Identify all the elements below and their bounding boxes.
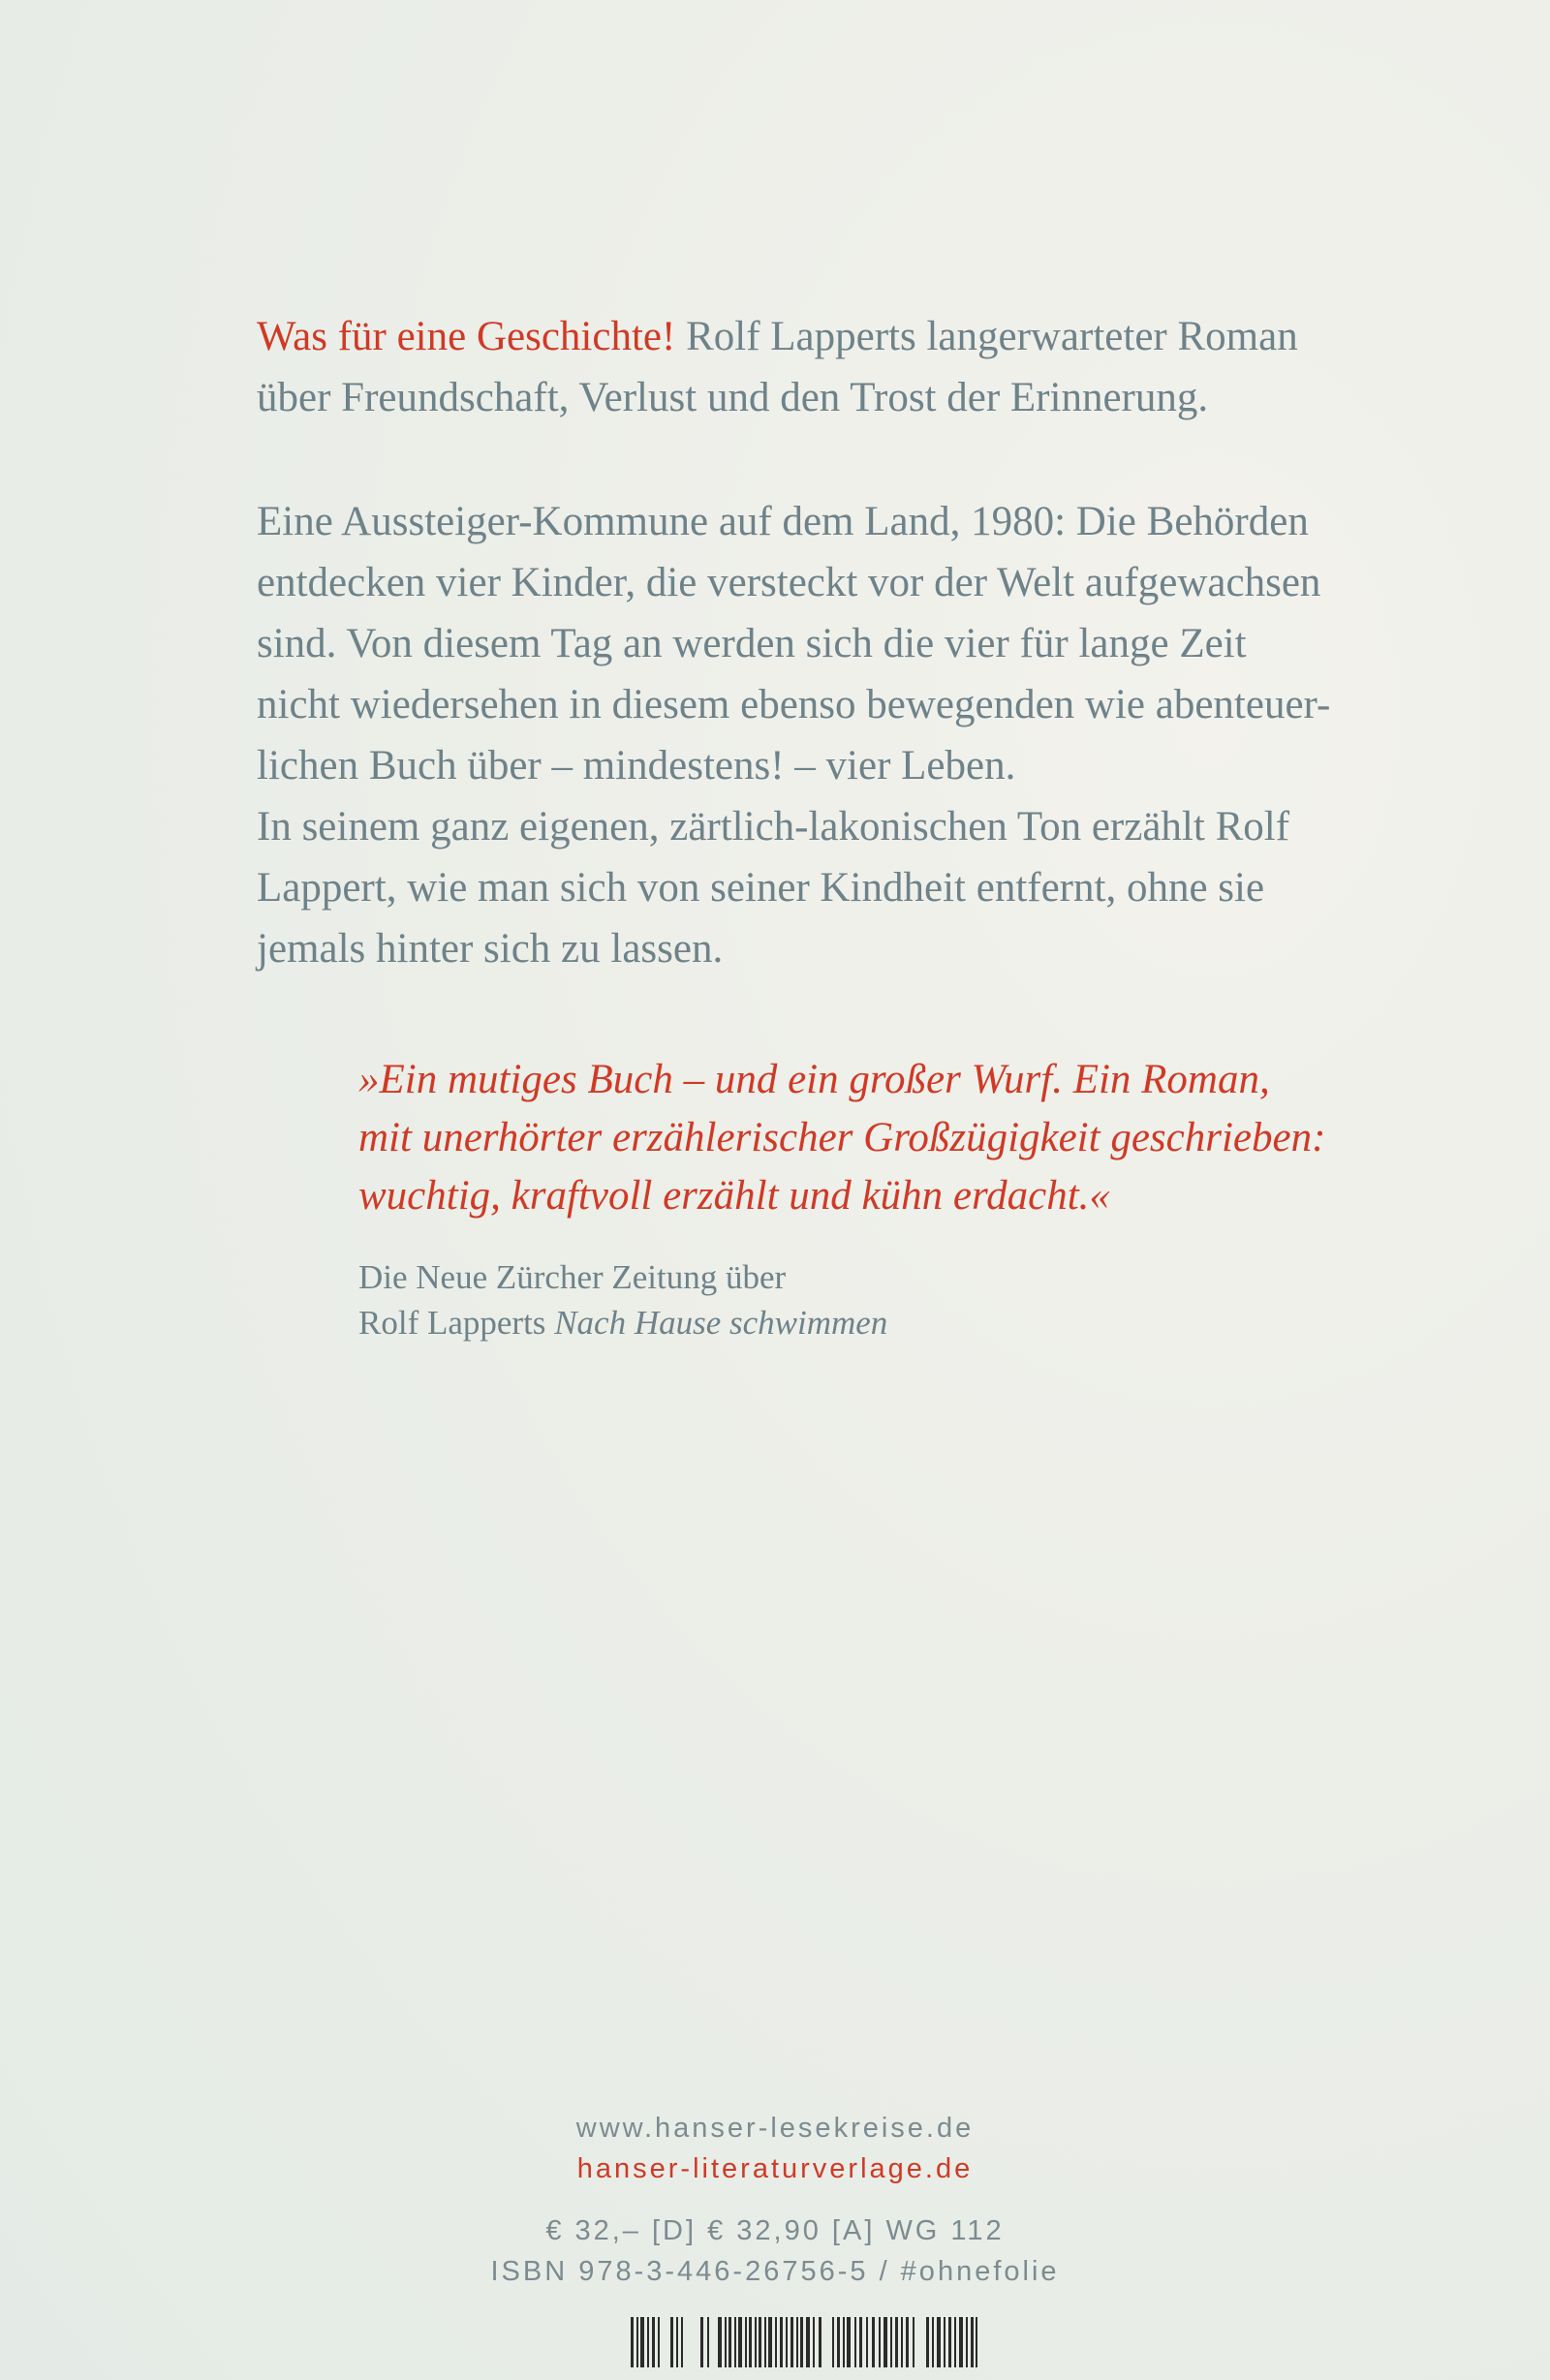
quote-source	[358, 1254, 1424, 1345]
intro-paragraph	[257, 306, 1419, 428]
intro-rest: Rolf Lapperts langerwarteter Roman	[675, 314, 1298, 359]
press-quote	[358, 1051, 1472, 1225]
description-paragraph	[257, 491, 1419, 979]
website-lesekreise[interactable]: www.hanser-lesekreise.de	[575, 2113, 975, 2144]
quote-line: mit unerhörter erzählerischer Großzügigkeit geschrieben:	[358, 1115, 1326, 1160]
intro-line-1	[257, 306, 1419, 367]
description-line: jemals hinter sich zu lassen.	[257, 926, 724, 972]
description-line: entdecken vier Kinder, die versteckt vor der Welt aufgewachsen	[257, 560, 1321, 605]
description-line: In seinem ganz eigenen, zärtlich-lakonischen Ton erzählt Rolf	[257, 804, 1290, 850]
description-line: nicht wiedersehen in diesem ebenso bewegenden wie abenteuer-	[257, 682, 1331, 727]
description-line: sind. Von diesem Tag an werden sich die vier für lange Zeit	[257, 621, 1247, 666]
quote-source-author: Rolf Lapperts	[358, 1304, 555, 1342]
description-line: Eine Aussteiger-Kommune auf dem Land, 1980: Die Behörden	[257, 499, 1309, 544]
description-line: lichen Buch über – mindestens! – vier Leben.	[257, 743, 1016, 788]
quote-line: »Ein mutiges Buch – und ein großer Wurf. Ein Roman,	[358, 1057, 1270, 1102]
isbn-info: ISBN 978-3-446-26756-5 / #ohnefolie	[490, 2256, 1060, 2287]
quote-source-title: Nach Hause schwimmen	[554, 1304, 888, 1342]
barcode-icon	[631, 2317, 977, 2367]
quote-source-line-2	[358, 1300, 1424, 1345]
price-info: € 32,– [D] € 32,90 [A] WG 112	[545, 2215, 1005, 2246]
website-literaturverlage[interactable]: hanser-literaturverlage.de	[576, 2153, 974, 2184]
description-line: Lappert, wie man sich von seiner Kindheit entfernt, ohne sie	[257, 865, 1265, 911]
intro-line-2: über Freundschaft, Verlust und den Trost der Erinnerung.	[257, 375, 1209, 420]
quote-line: wuchtig, kraftvoll erzählt und kühn erdacht.«	[358, 1173, 1110, 1219]
intro-highlight: Was für eine Geschichte!	[257, 314, 676, 359]
quote-source-line-1: Die Neue Zürcher Zeitung über	[358, 1258, 787, 1296]
